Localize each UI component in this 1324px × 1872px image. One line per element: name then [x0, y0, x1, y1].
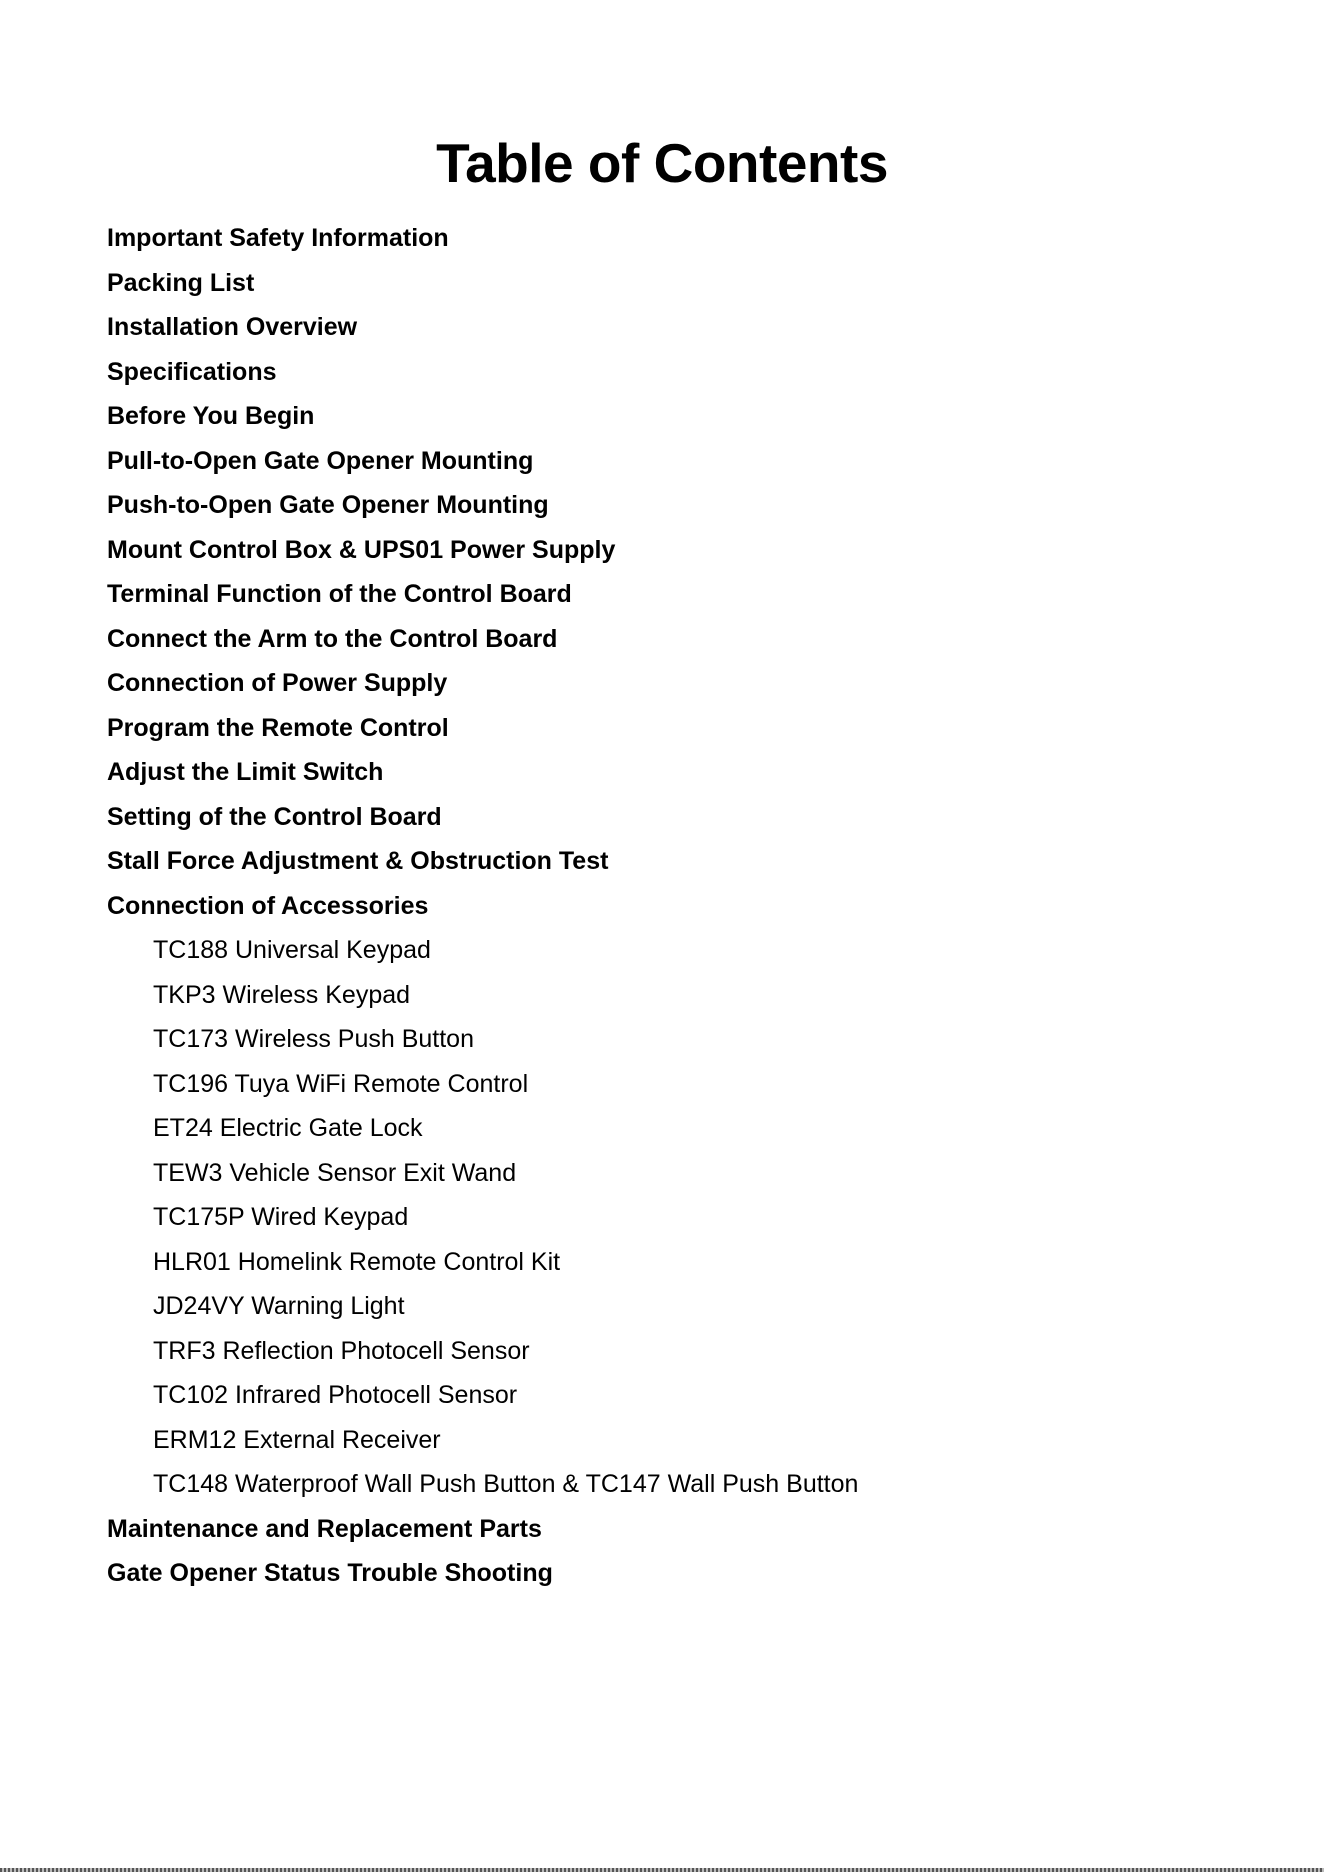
- toc-section-entry: Push-to-Open Gate Opener Mounting: [107, 491, 549, 519]
- page-bottom-edge: [0, 1868, 1324, 1872]
- toc-subsection-entry: TC102 Infrared Photocell Sensor: [153, 1381, 518, 1409]
- page-title: Table of Contents: [436, 132, 888, 194]
- toc-section-entry: Adjust the Limit Switch: [107, 758, 384, 786]
- toc-section-entry: Program the Remote Control: [107, 713, 449, 742]
- toc-subsection-entry: ET24 Electric Gate Lock: [153, 1114, 423, 1142]
- toc-section-entry: Important Safety Information: [107, 224, 449, 252]
- toc-subsection-entry: JD24VY Warning Light: [153, 1292, 405, 1320]
- toc-subsection-entry: TRF3 Reflection Photocell Sensor: [153, 1336, 530, 1365]
- toc-section-entry: Gate Opener Status Trouble Shooting: [107, 1559, 553, 1587]
- table-of-contents-list: [107, 216, 858, 1596]
- toc-subsection-entry: TEW3 Vehicle Sensor Exit Wand: [153, 1158, 517, 1187]
- toc-section-entry: Stall Force Adjustment & Obstruction Test: [107, 847, 609, 875]
- toc-section-entry: Before You Begin: [107, 402, 315, 430]
- toc-subsection-entry: TKP3 Wireless Keypad: [153, 980, 411, 1009]
- toc-section-entry: Packing List: [107, 268, 255, 297]
- toc-subsection-entry: HLR01 Homelink Remote Control Kit: [153, 1247, 561, 1276]
- toc-section-entry: Mount Control Box & UPS01 Power Supply: [107, 535, 616, 564]
- toc-subsection-entry: TC175P Wired Keypad: [153, 1203, 409, 1231]
- toc-section-entry: Connection of Power Supply: [107, 669, 448, 697]
- toc-section-entry: Installation Overview: [107, 313, 358, 341]
- toc-section-entry: Connect the Arm to the Control Board: [107, 624, 558, 653]
- toc-subsection-entry: TC148 Waterproof Wall Push Button & TC147 Wall Push Button: [153, 1470, 859, 1498]
- toc-subsection-entry: ERM12 External Receiver: [153, 1425, 441, 1454]
- toc-section-entry: Setting of the Control Board: [107, 802, 442, 831]
- toc-subsection-entry: TC196 Tuya WiFi Remote Control: [153, 1069, 529, 1098]
- toc-subsection-entry: TC173 Wireless Push Button: [153, 1025, 474, 1053]
- toc-section-entry: Maintenance and Replacement Parts: [107, 1514, 542, 1543]
- toc-section-entry: Specifications: [107, 357, 277, 386]
- toc-section-entry: Connection of Accessories: [107, 891, 429, 920]
- toc-subsection-entry: TC188 Universal Keypad: [153, 936, 431, 964]
- toc-section-entry: Terminal Function of the Control Board: [107, 580, 572, 608]
- toc-section-entry: Pull-to-Open Gate Opener Mounting: [107, 446, 534, 475]
